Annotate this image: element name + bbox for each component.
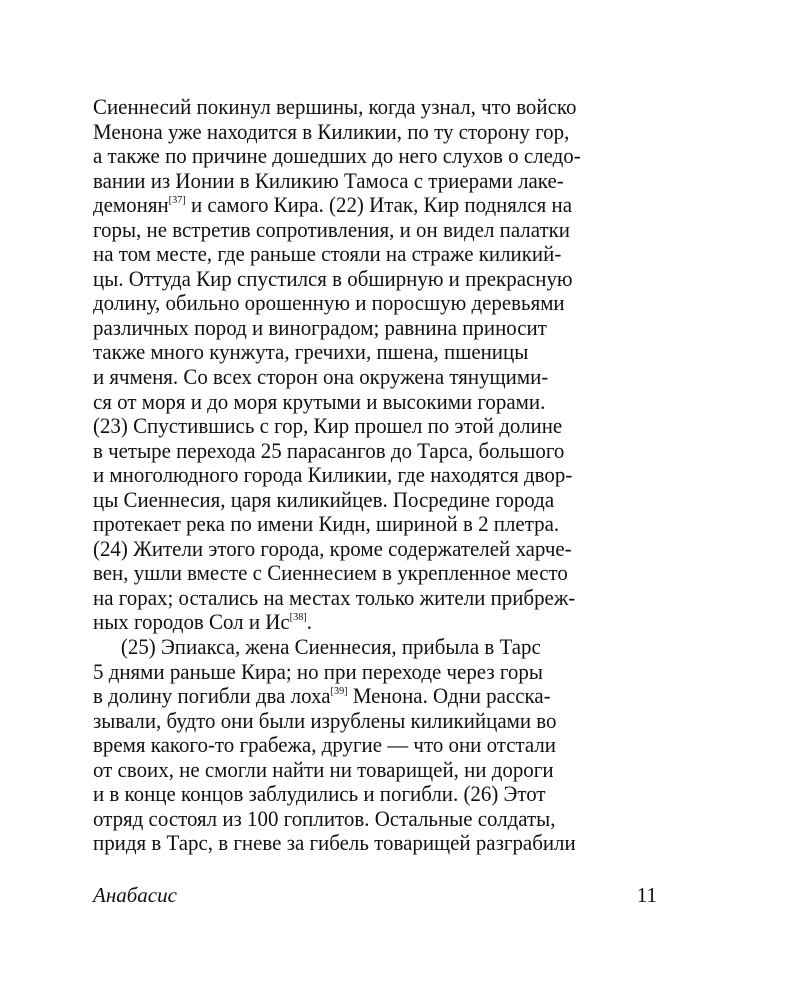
text-segment: (25) Эпиакса, жена Сиеннесия, прибыла в Тарс <box>120 634 541 660</box>
text-line <box>93 390 625 415</box>
text-line <box>93 365 625 390</box>
running-title: Анабасис <box>93 883 177 907</box>
text-segment: на горах; остались на местах только жители прибреж- <box>93 584 576 610</box>
text-line <box>93 169 625 194</box>
text-line <box>93 709 625 734</box>
text-segment: отряд состоял из 100 гоплитов. Остальные солдаты, <box>93 805 556 831</box>
text-segment: а также по причине дошедших до него слухов о следо- <box>93 143 581 169</box>
text-line <box>93 95 625 120</box>
text-segment: в долину погибли два лоха <box>93 683 331 709</box>
text-line <box>93 242 625 267</box>
page-number: 11 <box>636 883 657 907</box>
text-segment: долину, обильно орошенную и поросшую деревьями <box>93 290 565 316</box>
text-segment: и ячменя. Со всех сторон она окружена тянущими- <box>93 364 549 390</box>
text-segment: (23) Спустившись с гор, Кир прошел по этой долине <box>93 413 563 439</box>
footnote-ref[interactable]: [37] <box>168 194 186 207</box>
text-line <box>93 684 625 709</box>
text-line <box>93 561 625 586</box>
text-line <box>93 586 625 611</box>
text-segment: придя в Тарс, в гневе за гибель товарищей разграбили <box>93 830 576 856</box>
text-line <box>93 267 625 292</box>
text-segment: вании из Ионии в Киликию Тамоса с триерами лаке- <box>93 167 564 193</box>
text-line <box>93 488 625 513</box>
text-line <box>93 782 625 807</box>
text-segment: также много кунжута, гречихи, пшена, пшеницы <box>93 339 529 365</box>
text-segment: и самого Кира. (22) Итак, Кир поднялся на <box>185 192 573 218</box>
page-footer <box>93 882 657 908</box>
text-segment: на том месте, где раньше стояли на страже киликий- <box>93 241 562 267</box>
text-segment: от своих, не смогли найти ни товарищей, ни дороги <box>93 756 554 782</box>
footnote-ref[interactable]: [39] <box>330 685 348 698</box>
text-segment: различных пород и виноградом; равнина приносит <box>93 314 547 340</box>
text-segment: Сиеннесий покинул вершины, когда узнал, что войско <box>93 94 577 119</box>
text-segment: время какого-то грабежа, другие — что они отстали <box>93 732 557 758</box>
text-line <box>93 512 625 537</box>
text-line <box>93 660 625 685</box>
text-line <box>93 635 625 660</box>
text-segment: вен, ушли вместе с Сиеннесием в укрепленное место <box>93 560 568 586</box>
text-segment: Менона. Одни расска- <box>347 683 551 709</box>
text-segment: протекает река по имени Кидн, шириной в 2 плетра. <box>93 511 560 537</box>
text-line <box>93 807 625 832</box>
text-line <box>93 291 625 316</box>
body-text <box>93 95 665 856</box>
text-segment: цы. Оттуда Кир спустился в обширную и прекрасную <box>93 265 573 291</box>
text-segment: 5 днями раньше Кира; но при переходе через горы <box>93 658 543 684</box>
text-line <box>93 120 625 145</box>
text-segment: . <box>306 609 312 635</box>
text-line <box>93 218 625 243</box>
text-line <box>93 537 625 562</box>
text-line <box>93 733 625 758</box>
text-segment: и многолюдного города Киликии, где находятся двор- <box>93 462 573 488</box>
text-segment: (24) Жители этого города, кроме содержателей харче- <box>93 535 572 561</box>
text-segment: цы Сиеннесия, царя киликийцев. Посредине города <box>93 486 555 512</box>
footnote-ref[interactable]: [38] <box>289 611 307 624</box>
text-segment: в четыре перехода 25 парасангов до Тарса, большого <box>93 437 565 463</box>
text-segment: ся от моря и до моря крутыми и высокими горами. <box>93 388 546 414</box>
text-segment: зывали, будто они были изрублены киликийцами во <box>93 707 557 733</box>
text-line <box>93 414 625 439</box>
text-segment: и в конце концов заблудились и погибли. (26) Этот <box>93 781 546 807</box>
text-line <box>93 316 625 341</box>
text-line <box>93 463 625 488</box>
text-segment: ных городов Сол и Ис <box>93 609 290 635</box>
text-segment: Менона уже находится в Киликии, по ту сторону гор, <box>93 118 570 144</box>
text-line <box>93 439 625 464</box>
text-line <box>93 831 625 856</box>
text-line <box>93 340 625 365</box>
text-line <box>93 144 625 169</box>
text-line <box>93 610 625 635</box>
text-line <box>93 193 625 218</box>
text-line <box>93 758 625 783</box>
text-segment: горы, не встретив сопротивления, и он видел палатки <box>93 216 571 242</box>
text-segment: демонян <box>93 192 169 218</box>
